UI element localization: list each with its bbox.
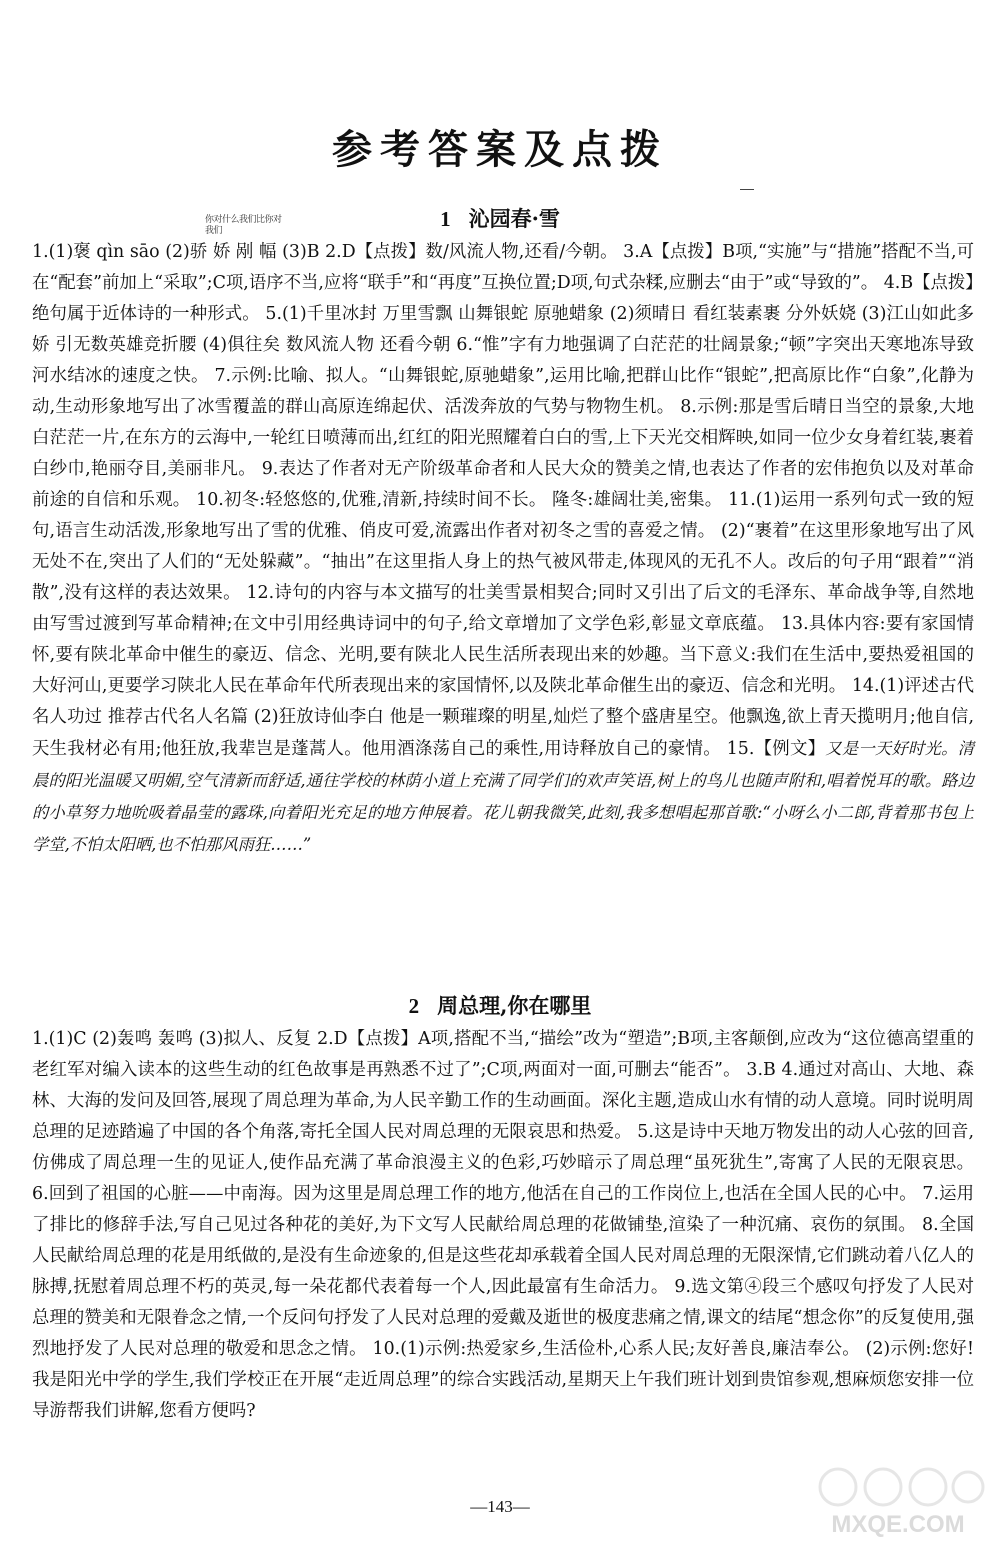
- section-2-title: 周总理,你在哪里: [437, 993, 592, 1018]
- watermark-text: MXQE.COM: [831, 1511, 965, 1538]
- page-title: 参考答案及点拨: [332, 127, 668, 172]
- section-1-answer-text: 1.(1)褒 qìn sāo (2)骄 娇 剐 幅 (3)B 2.D【点拨】数/风流人物,还看/今朝。 3.A【点拨】B项,“实施”与“措施”搭配不当,可在“配套”前加上“采取”;C项,语序不当,应将“联手”和“再度”互换位置;D项,句式杂糅,应删去“由于”或“导致的”。 4.B【点拨】绝句属于近体诗的一种形式。 5.(1)千里冰封 万里雪飘 山舞银蛇 原驰蜡象 (2)须晴日 看红装素裹 分外妖娆 (3)江山如此多娇 引无数英雄竞折腰 (4)俱往矣 数风流人物 还看今朝 6.“惟”字有力地强调了白茫茫的壮阔景象;“顿”字突出天寒地冻导致河水结冰的速度之快。 7.示例:比喻、拟人。“山舞银蛇,原驰蜡象”,运用比喻,把群山比作“银蛇”,把高原比作“白象”,化静为动,生动形象地写出了冰雪覆盖的群山高原连绵起伏、活泼奔放的气势与物物生机。 8.示例:那是雪后晴日当空的景象,大地白茫茫一片,在东方的云海中,一轮红日喷薄而出,红红的阳光照耀着白白的雪,上下天光交相辉映,如同一位少女身着红装,裹着白纱巾,艳丽夺目,美丽非凡。 9.表达了作者对无产阶级革命者和人民大众的赞美之情,也表达了作者的宏伟抱负以及对革命前途的自信和乐观。 10.初冬:轻悠悠的,优雅,清新,持续时间不长。 隆冬:雄阔壮美,密集。 11.(1)运用一系列句式一致的短句,语言生动活泼,形象地写出了雪的优雅、俏皮可爱,流露出作者对初冬之雪的喜爱之情。 (2)“裹着”在这里形象地写出了风无处不在,突出了人们的“无处躲藏”。“抽出”在这里指人身上的热气被风带走,体现风的无孔不人。改后的句子用“跟着”“消散”,没有这样的表达效果。 12.诗句的内容与本文描写的壮美雪景相契合;同时又引出了后文的毛泽东、革命战争等,自然地由写雪过渡到写革命精神;在文中引用经典诗词中的句子,给文章增加了文学色彩,彰显文章底蕴。 13.具体内容:要有家国情怀,要有陕北革命中催生的豪迈、信念、光明,要有陕北人民生活所表现出来的妙趣。当下意义:我们在生活中,要热爱祖国的大好河山,更要学习陕北人民在革命年代所表现出来的家国情怀,以及陕北革命催生出的豪迈、信念和光明。 14.(1)评述古代名人功过 推荐古代名人名篇 (2)狂放诗仙李白 他是一颗璀璨的明星,灿烂了整个盛唐星空。他飘逸,欲上青天揽明月;他自信,天生我材必有用;他狂放,我辈岂是蓬蒿人。他用酒涤荡自己的乘性,用诗释放自己的豪情。 15.【例文】: [32, 242, 974, 759]
- page-number: —143—: [470, 1497, 530, 1516]
- section-2-answer-text: 1.(1)C (2)轰鸣 轰鸣 (3)拟人、反复 2.D【点拨】A项,搭配不当,“描绘”改为“塑造”;B项,主客颠倒,应改为“这位德高望重的老红军对编入读本的这些生动的红色故事是再熟悉不过了”;C项,两面对一面,可删去“能否”。 3.B 4.通过对高山、大地、森林、大海的发问及回答,展现了周总理为革命,为人民辛勤工作的生动画面。深化主题,造成山水有情的动人意境。同时说明周总理的足迹踏遍了中国的各个角落,寄托全国人民对周总理的无限哀思和热爱。 5.这是诗中天地万物发出的动人心弦的回音,仿佛成了周总理一生的见证人,使作品充满了革命浪漫主义的色彩,巧妙暗示了周总理“虽死犹生”,寄寓了人民的无限哀思。 6.回到了祖国的心脏——中南海。因为这里是周总理工作的地方,他活在自己的工作岗位上,也活在全国人民的心中。 7.运用了排比的修辞手法,写自己见过各种花的美好,为下文写人民献给周总理的花做铺垫,渲染了一种沉痛、哀伤的氛围。 8.全国人民献给周总理的花是用纸做的,是没有生命迹象的,但是这些花却承载着全国人民对周总理的无限深情,它们跳动着八亿人的脉搏,抚慰着周总理不朽的英灵,每一朵花都代表着每一个人,因此最富有生命活力。 9.选文第④段三个感叹句抒发了人民对总理的赞美和无限眷念之情,一个反问句抒发了人民对总理的爱戴及逝世的极度悲痛之情,课文的结尾“想念你”的反复使用,强烈地抒发了人民对总理的敬爱和思念之情。 10.(1)示例:热爱家乡,生活俭朴,心系人民;友好善良,廉洁奉公。 (2)示例:您好!我是阳光中学的学生,我们学校正在开展“走近周总理”的综合实践活动,星期天上午我们班计划到贵馆参观,想麻烦您安排一位导游帮我们讲解,您看方便吗?: [32, 1029, 974, 1421]
- section-1-title: 沁园春·雪: [468, 206, 560, 231]
- section-2-answers: [32, 1024, 974, 1427]
- section-2-number: 2: [408, 994, 420, 1018]
- section-1-example-essay: 又是一天好时光。清晨的阳光温暖又明媚,空气清新而舒适,通往学校的林荫小道上充满了同学们的欢声笑语,树上的鸟儿也随声附和,唱着悦耳的歌。路边的小草努力地吮吸着晶莹的露珠,向着阳光充足的地方伸展着。花儿朝我微笑,此刻,我多想唱起那首歌:“小呀么小二郎,背着那书包上学堂,不怕太阳晒,也不怕那风雨狂……”: [32, 739, 974, 854]
- section-1-answers: [32, 237, 974, 861]
- section-2-heading: [0, 990, 1000, 1020]
- section-1-number: 1: [440, 207, 451, 231]
- watermark-logo: [808, 1462, 988, 1542]
- handwritten-note: 你对什么我们比你对我们: [205, 215, 282, 236]
- section-1-heading: [0, 203, 1000, 233]
- stray-mark: [740, 189, 754, 190]
